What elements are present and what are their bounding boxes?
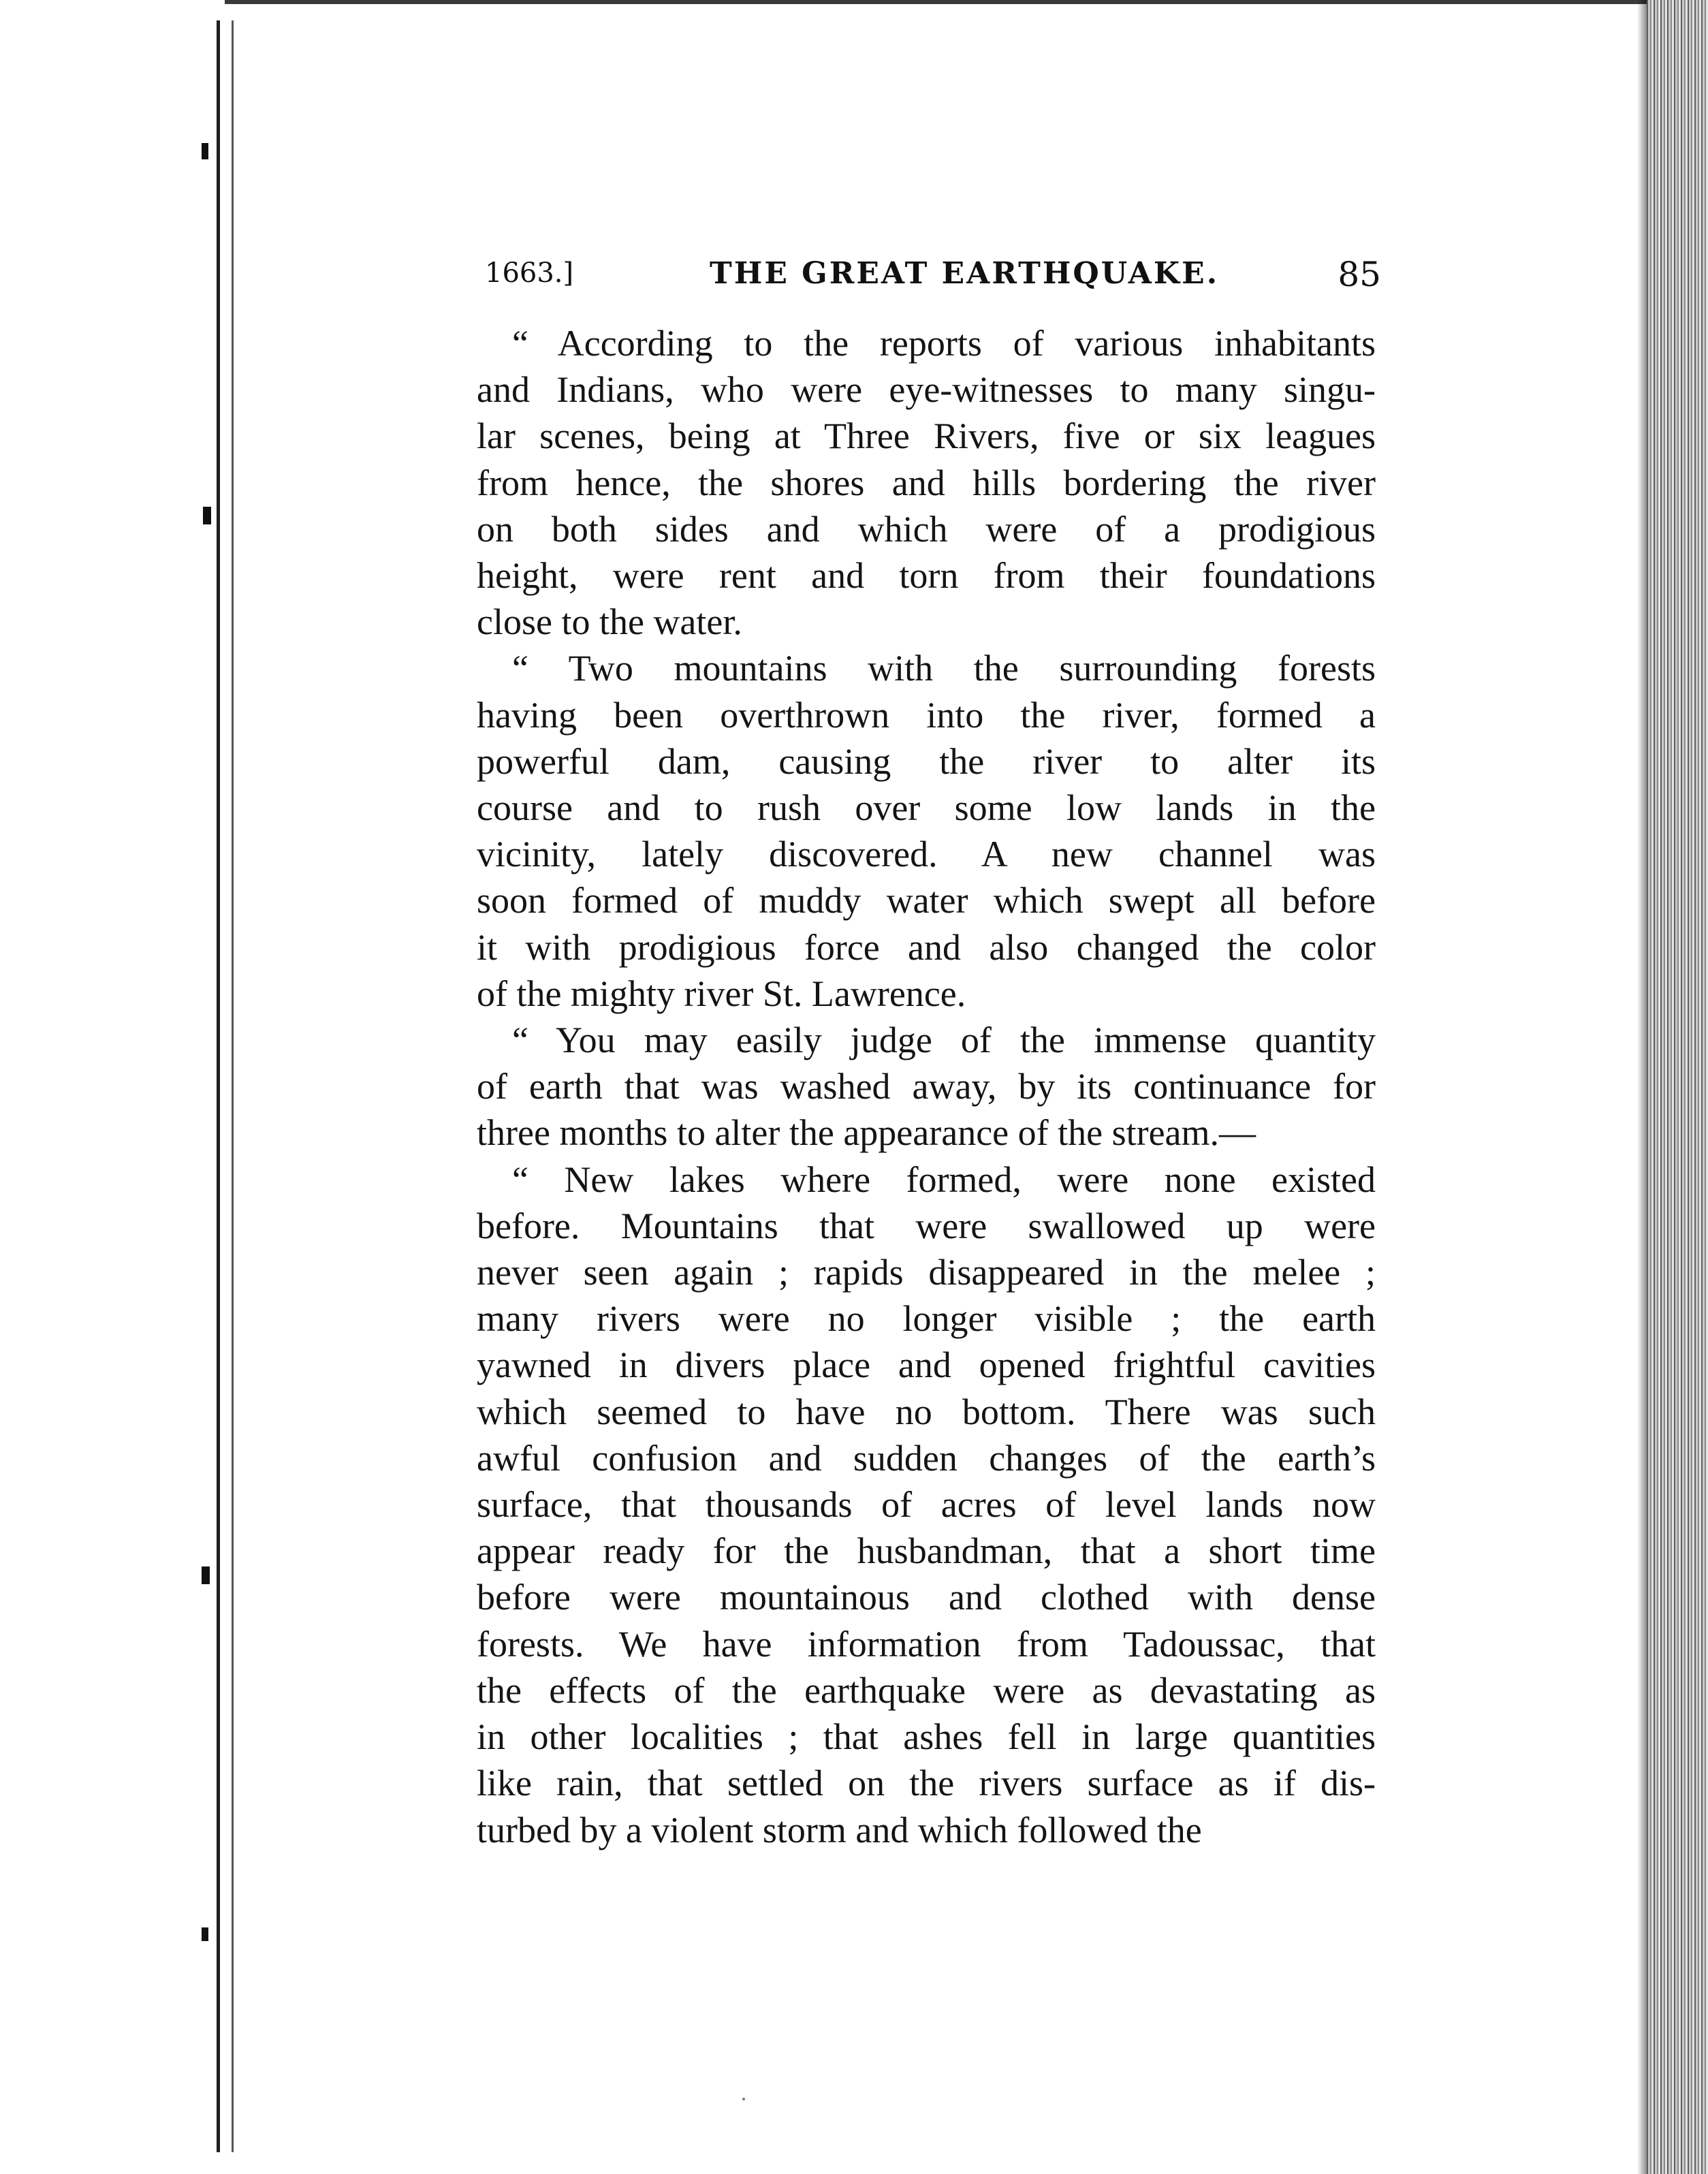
text-line: forests. We have information from Tadoussac, that (477, 1623, 1376, 1665)
text-line: vicinity, lately discovered. A new channel was (477, 834, 1376, 875)
text-line: close to the water. (477, 601, 742, 643)
gutter-mark (202, 1927, 208, 1941)
text-line: like rain, that settled on the rivers surface as if dis- (477, 1763, 1376, 1804)
text-line: “ New lakes where formed, were none existed (512, 1159, 1376, 1200)
text-line: the effects of the earthquake were as devastating as (477, 1669, 1376, 1711)
text-line: of the mighty river St. Lawrence. (477, 973, 966, 1014)
gutter-mark (202, 1566, 210, 1584)
text-line: before. Mountains that were swallowed up were (477, 1205, 1376, 1246)
page-fore-edge (1647, 0, 1708, 2174)
text-line: course and to rush over some low lands in the (477, 787, 1376, 829)
text-line: before were mountainous and clothed with dense (477, 1577, 1376, 1618)
text-line: turbed by a violent storm and which followed the (477, 1809, 1202, 1850)
text-line: of earth that was washed away, by its continuance for (477, 1066, 1376, 1107)
text-line: never seen again ; rapids disappeared in the melee ; (477, 1252, 1376, 1293)
text-line: from hence, the shores and hills bordering the river (477, 462, 1376, 503)
text-line: height, were rent and torn from their foundations (477, 555, 1376, 597)
text-line: yawned in divers place and opened frightful cavities (477, 1344, 1376, 1386)
paragraph (477, 1017, 1376, 1156)
text-line: in other localities ; that ashes fell in large quantities (477, 1716, 1376, 1758)
speck (742, 2098, 745, 2100)
binding-gutter-line (217, 20, 220, 2152)
gutter-mark (203, 507, 211, 524)
text-line: on both sides and which were of a prodigious (477, 508, 1376, 550)
text-line: “ Two mountains with the surrounding forests (512, 648, 1376, 689)
text-line: having been overthrown into the river, formed a (477, 694, 1376, 736)
gutter-mark (202, 143, 208, 159)
text-line: it with prodigious force and also changed the color (477, 926, 1376, 968)
text-line: powerful dam, causing the river to alter its (477, 740, 1376, 782)
text-line: and Indians, who were eye-witnesses to many singu- (477, 369, 1376, 411)
text-line: three months to alter the appearance of the stream.— (477, 1112, 1256, 1154)
text-line: soon formed of muddy water which swept all before (477, 880, 1376, 921)
text-line: surface, that thousands of acres of level lands now (477, 1484, 1376, 1526)
text-line: appear ready for the husbandman, that a short time (477, 1530, 1376, 1572)
running-head-date: 1663.] (485, 257, 574, 289)
page-top-edge (225, 0, 1708, 4)
paragraph (477, 645, 1376, 1017)
text-line: many rivers were no longer visible ; the earth (477, 1298, 1376, 1340)
paragraph (477, 1156, 1376, 1853)
paragraph (477, 320, 1376, 645)
body-text (477, 320, 1376, 1853)
text-line: lar scenes, being at Three Rivers, five or six leagues (477, 415, 1376, 457)
binding-gutter-line-inner (232, 20, 234, 2152)
text-line: awful confusion and sudden changes of the earth’s (477, 1437, 1376, 1479)
text-line: which seemed to have no bottom. There was such (477, 1391, 1376, 1432)
page-number: 85 (1338, 255, 1381, 294)
fore-edge-shadow (1637, 0, 1647, 2174)
text-line: “ You may easily judge of the immense quantity (512, 1020, 1376, 1061)
running-head-title: THE GREAT EARTHQUAKE. (710, 256, 1220, 291)
text-line: “ According to the reports of various inhabitants (512, 323, 1376, 364)
running-head (485, 251, 1381, 298)
